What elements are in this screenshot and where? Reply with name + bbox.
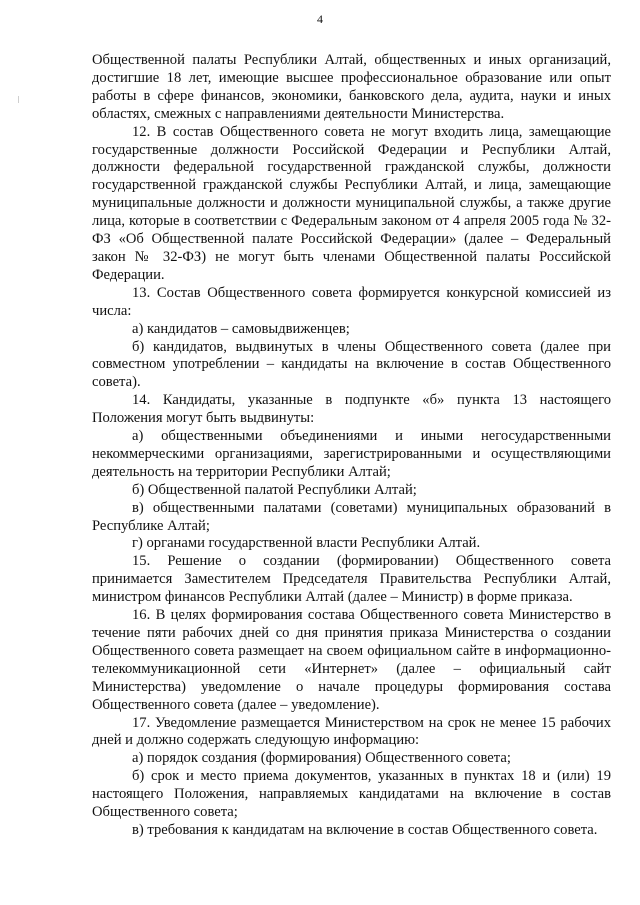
margin-mark xyxy=(18,96,19,103)
list-item-14g: г) органами государственной власти Республики Алтай. xyxy=(132,535,481,552)
list-item-14v: в) общественными палатами (советами) муниципальных образований в Республике Алтай; xyxy=(92,499,611,534)
paragraph-13: 13. Состав Общественного совета формируется конкурсной комиссией из числа: xyxy=(92,284,611,319)
paragraph-14: 14. Кандидаты, указанные в подпункте «б» пункта 13 настоящего Положения могут быть выдвинуты: xyxy=(92,392,611,427)
list-item-14a: а) общественными объединениями и иными негосударственными некоммерческими организациями, зарегистрированными и осуществляющими деятельность на территории Республики Алтай; xyxy=(92,428,611,480)
list-item-17v: в) требования к кандидатам на включение в состав Общественного совета. xyxy=(132,821,598,838)
paragraph-12: 12. В состав Общественного совета не могут входить лица, замещающие государственные должности Российской Федерации и Республики Алтай, должности федеральной государственной гражданской службы, должности государственной гражданской службы Республики Алтай, и лица, замещающие муниципальные должности и должности муниципальной службы, а также другие лица, которые в соответствии с Федеральным законом от 4 апреля 2005 года № 32-ФЗ «Об Общественной палате Российской Федерации» (далее – Федеральный закон № 32-ФЗ) не могут быть членами Общественной палаты Российской Федерации. xyxy=(92,123,611,283)
paragraph-15: 15. Решение о создании (формировании) Общественного совета принимается Заместителем Председателя Правительства Республики Алтай, министром финансов Республики Алтай (далее – Министр) в форме приказа. xyxy=(92,553,611,606)
paragraph-16: 16. В целях формирования состава Общественного совета Министерство в течение пяти рабочих дней со дня принятия приказа Министерства о создании Общественного совета размещает на своем официальном сайте в информационно-телекоммуникационной сети «Интернет» (далее – официальный сайт Министерства) уведомление о начале процедуры формирования состава Общественного совета (далее – уведомление). xyxy=(92,607,611,713)
list-item-14b: б) Общественной палатой Республики Алтай; xyxy=(132,481,417,498)
paragraph-continued: Общественной палаты Республики Алтай, общественных и иных организаций, достигшие 18 лет, имеющие высшее профессиональное образование или опыт работы в сфере финансов, экономики, банковского дела, аудита, науки и иных областях, смежных с направлениями деятельности Министерства. xyxy=(92,52,611,122)
page-number: 4 xyxy=(317,12,323,26)
list-item-13b: б) кандидатов, выдвинутых в члены Общественного совета (далее при совместном употреблении – кандидаты на включение в состав Общественного совета). xyxy=(92,338,611,391)
document-body xyxy=(92,52,611,840)
list-item-17b: б) срок и место приема документов, указанных в пунктах 18 и (или) 19 настоящего Положения, направляемых кандидатами на включение в состав Общественного совета; xyxy=(92,768,611,821)
list-item-13a: а) кандидатов – самовыдвиженцев; xyxy=(132,320,350,337)
list-item-17a: а) порядок создания (формирования) Общественного совета; xyxy=(132,750,511,767)
paragraph-17: 17. Уведомление размещается Министерством на срок не менее 15 рабочих дней и должно содержать следующую информацию: xyxy=(92,714,611,749)
